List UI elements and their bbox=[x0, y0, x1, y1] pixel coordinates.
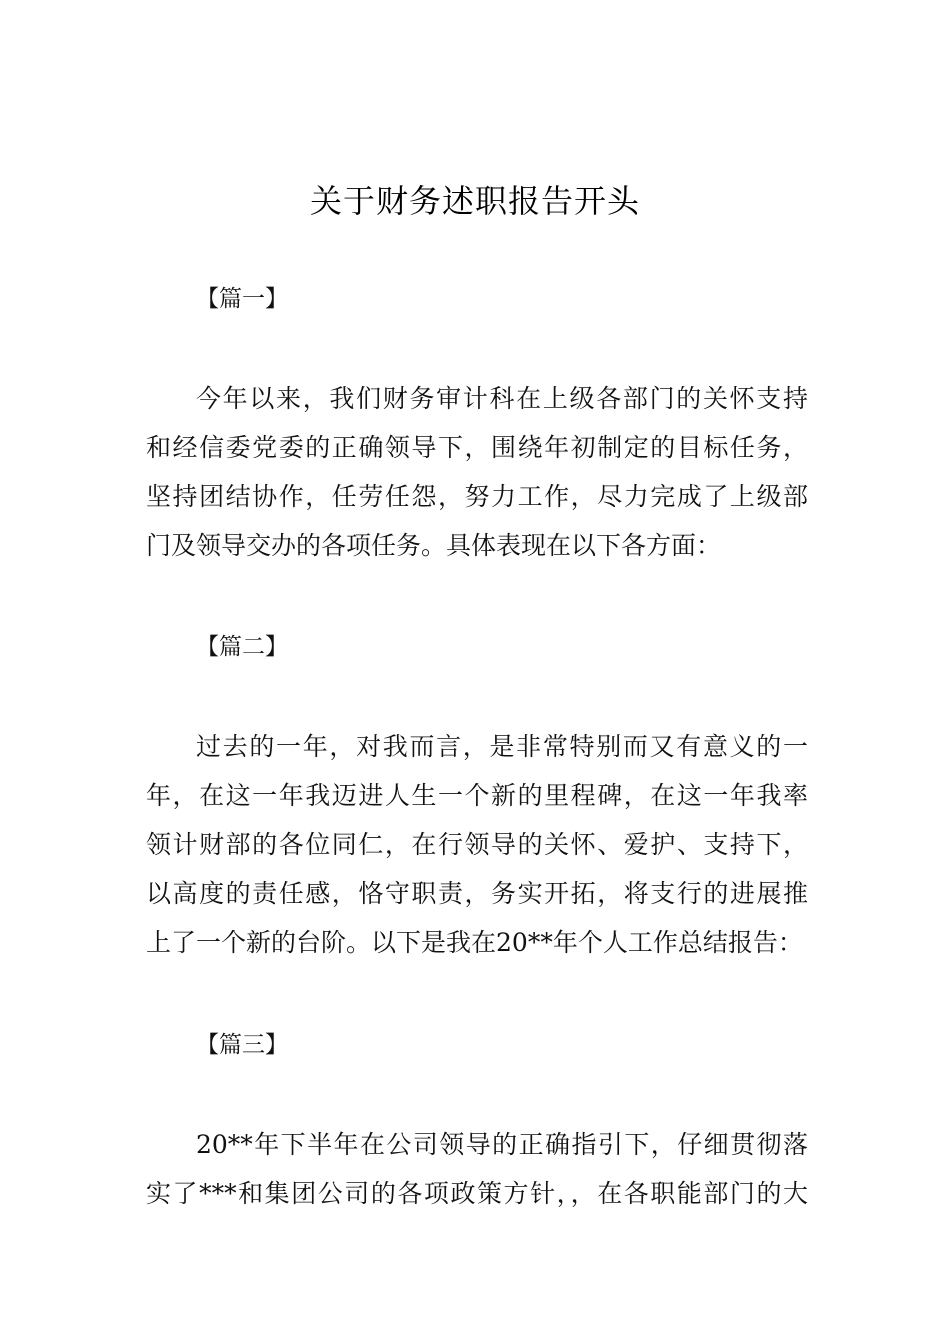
paragraph-line: 过去的一年，对我而言，是非常特别而又有意义的一 bbox=[196, 732, 808, 761]
paragraph-line: 20**年下半年在公司领导的正确指引下，仔细贯彻落 bbox=[196, 1130, 808, 1159]
paragraph-line: 实了***和集团公司的各项政策方针，，在各职能部门的大 bbox=[146, 1179, 808, 1208]
paragraph-line: 门及领导交办的各项任务。具体表现在以下各方面： bbox=[146, 531, 722, 560]
section-heading-1: 【篇一】 bbox=[196, 286, 288, 312]
paragraph-line: 年，在这一年我迈进人生一个新的里程碑，在这一年我率 bbox=[146, 781, 808, 810]
paragraph-line: 坚持团结协作，任劳任怨，努力工作，尽力完成了上级部 bbox=[146, 482, 808, 511]
paragraph-line: 今年以来，我们财务审计科在上级各部门的关怀支持 bbox=[196, 384, 808, 413]
section-heading-2: 【篇二】 bbox=[196, 634, 288, 660]
section-paragraph-1 bbox=[146, 374, 808, 570]
document-title: 关于财务述职报告开头 bbox=[309, 182, 640, 220]
section-heading-3: 【篇三】 bbox=[196, 1032, 288, 1058]
section-paragraph-2 bbox=[146, 722, 808, 967]
paragraph-line: 领计财部的各位同仁，在行领导的关怀、爱护、支持下， bbox=[146, 830, 808, 859]
paragraph-line: 和经信委党委的正确领导下，围绕年初制定的目标任务， bbox=[146, 433, 808, 462]
paragraph-line: 上了一个新的台阶。以下是我在20**年个人工作总结报告： bbox=[146, 928, 803, 957]
paragraph-line: 以高度的责任感，恪守职责，务实开拓，将支行的进展推 bbox=[146, 879, 808, 908]
section-paragraph-3 bbox=[146, 1120, 808, 1218]
